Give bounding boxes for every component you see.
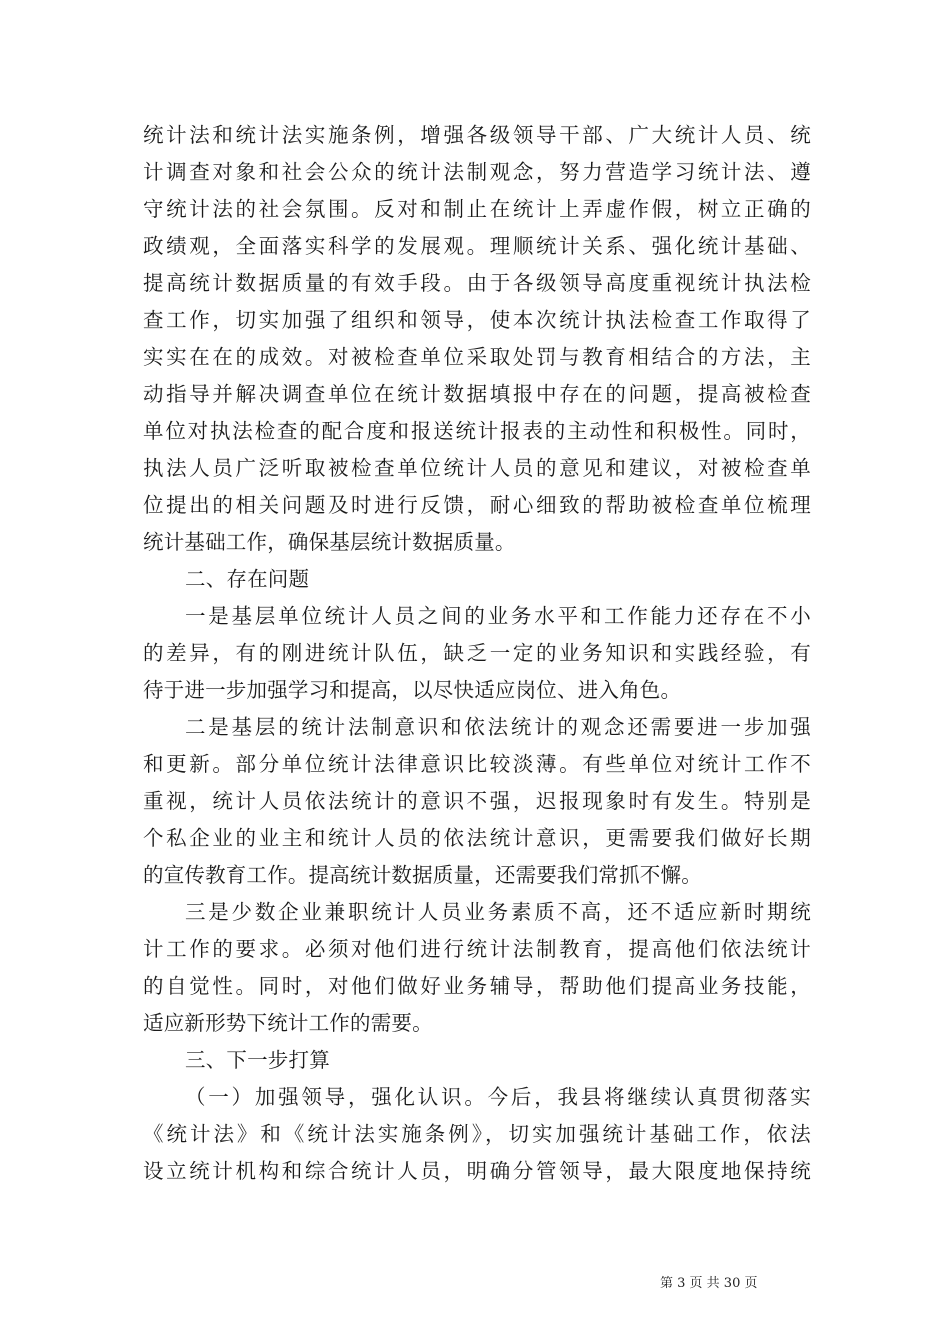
- page-number: 第 3 页 共 30 页: [660, 1276, 758, 1291]
- text-line: 重视，统计人员依法统计的意识不强，迟报现象时有发生。特别是: [143, 789, 811, 813]
- text-line: 待于进一步加强学习和提高，以尽快适应岗位、进入角色。: [143, 678, 682, 702]
- paragraph: [143, 117, 811, 561]
- section-heading-text: 二、存在问题: [185, 567, 310, 591]
- text-line: 统计基础工作，确保基层统计数据质量。: [143, 530, 516, 554]
- text-line: 守统计法的社会氛围。反对和制止在统计上弄虚作假，树立正确的: [143, 197, 811, 221]
- text-line: 计调查对象和社会公众的统计法制观念，努力营造学习统计法、遵: [143, 160, 811, 184]
- text-line: 单位对执法检查的配合度和报送统计报表的主动性和积极性。同时，: [143, 419, 811, 443]
- text-line: 的差异，有的刚进统计队伍，缺乏一定的业务知识和实践经验，有: [143, 641, 811, 665]
- text-line: 设立统计机构和综合统计人员，明确分管领导，最大限度地保持统: [143, 1159, 811, 1183]
- text-line: 统计法和统计法实施条例，增强各级领导干部、广大统计人员、统: [143, 123, 811, 147]
- section-heading: [143, 1042, 811, 1079]
- text-line: 动指导并解决调查单位在统计数据填报中存在的问题，提高被检查: [143, 382, 811, 406]
- text-line: 执法人员广泛听取被检查单位统计人员的意见和建议，对被检查单: [143, 456, 811, 480]
- text-line: 《统计法》和《统计法实施条例》，切实加强统计基础工作，依法: [143, 1122, 811, 1146]
- text-line: 计工作的要求。必须对他们进行统计法制教育，提高他们依法统计: [143, 937, 811, 961]
- text-line: 提高统计数据质量的有效手段。由于各级领导高度重视统计执法检: [143, 271, 811, 295]
- document-body: [143, 117, 811, 1190]
- text-line: 和更新。部分单位统计法律意识比较淡薄。有些单位对统计工作不: [143, 752, 811, 776]
- text-line: 查工作，切实加强了组织和领导，使本次统计执法检查工作取得了: [143, 308, 811, 332]
- section-heading-text: 三、下一步打算: [185, 1048, 330, 1072]
- text-line: 位提出的相关问题及时进行反馈，耐心细致的帮助被检查单位梳理: [143, 493, 811, 517]
- section-heading: [143, 561, 811, 598]
- text-line: 的宣传教育工作。提高统计数据质量，还需要我们常抓不懈。: [143, 863, 702, 887]
- text-line: 一是基层单位统计人员之间的业务水平和工作能力还存在不小: [185, 604, 811, 628]
- text-line: 个私企业的业主和统计人员的依法统计意识，更需要我们做好长期: [143, 826, 811, 850]
- paragraph: [143, 894, 811, 1042]
- text-line: 适应新形势下统计工作的需要。: [143, 1011, 433, 1035]
- text-line: 的自觉性。同时，对他们做好业务辅导，帮助他们提高业务技能，: [143, 974, 811, 998]
- text-line: 二是基层的统计法制意识和依法统计的观念还需要进一步加强: [185, 715, 811, 739]
- text-line: 三是少数企业兼职统计人员业务素质不高，还不适应新时期统: [185, 900, 811, 924]
- paragraph: [143, 709, 811, 894]
- text-line: （一）加强领导，强化认识。今后，我县将继续认真贯彻落实: [185, 1085, 811, 1109]
- text-line: 实实在在的成效。对被检查单位采取处罚与教育相结合的方法，主: [143, 345, 811, 369]
- paragraph: [143, 598, 811, 709]
- paragraph: [143, 1079, 811, 1190]
- text-line: 政绩观，全面落实科学的发展观。理顺统计关系、强化统计基础、: [143, 234, 811, 258]
